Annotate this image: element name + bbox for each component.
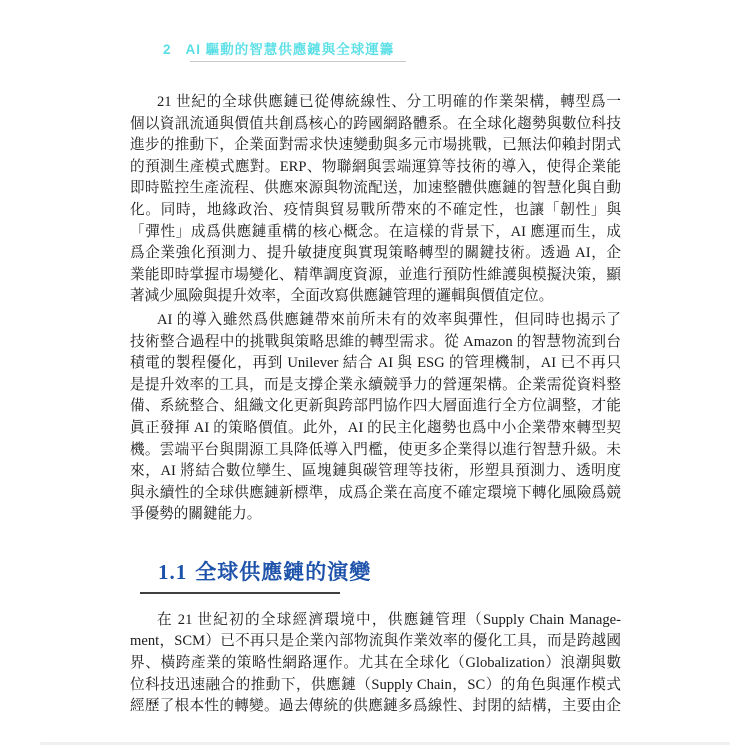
page-number: 2 [163, 42, 172, 57]
scan-edge-artifact [40, 742, 730, 745]
text-line: 爲企業強化預測力、提升敏捷度與實現策略轉型的關鍵技術。透過 AI，企 [130, 245, 621, 262]
text-line: 業能即時掌握市場變化、精準調度資源，並進行預防性維護與模擬決策，顯 [130, 266, 621, 283]
text-line: 是提升效率的工具，而是支撐企業永續競爭力的營運架構。企業需從資料整 [130, 376, 621, 393]
text-line: 備、系統整合、組織文化更新與跨部門協作四大層面進行全方位調整，才能 [130, 398, 621, 415]
text-line: 位科技迅速融合的推動下，供應鏈（Supply Chain，SC）的角色與運作模式 [130, 676, 621, 693]
header-rule [190, 61, 406, 62]
page-content [130, 92, 621, 718]
text-line: AI 的導入雖然爲供應鏈帶來前所未有的效率與彈性，但同時也揭示了 [157, 311, 621, 328]
text-line: 個以資訊流通與價值共創爲核心的跨國網路體系。在全球化趨勢與數位科技 [130, 115, 621, 132]
text-line: 化。同時，地緣政治、疫情與貿易戰所帶來的不確定性，也讓「韌性」與 [130, 201, 621, 218]
text-line: 界、橫跨產業的策略性網路運作。尤其在全球化（Globalization）浪潮與數 [130, 655, 621, 672]
text-line: 技術整合過程中的挑戰與策略思維的轉型需求。從 Amazon 的智慧物流到台 [130, 333, 621, 350]
text-line: 來，AI 將結合數位孿生、區塊鏈與碳管理等技術，形塑具預測力、透明度 [130, 463, 621, 480]
section-heading-rule [140, 592, 340, 594]
running-title: AI 驅動的智慧供應鏈與全球運籌 [185, 42, 395, 57]
section-number: 1.1 [158, 559, 188, 584]
text-line: 21 世紀的全球供應鏈已從傳統線性、分工明確的作業架構，轉型爲一 [157, 94, 621, 110]
text-line: 機。雲端平台與開源工具降低導入門檻，使更多企業得以進行智慧升級。未 [130, 441, 621, 458]
text-line: 著減少風險與提升效率，全面改寫供應鏈管理的邏輯與價值定位。 [130, 288, 554, 305]
body-paragraph-2 [130, 310, 621, 526]
text-line: ment，SCM）已不再只是企業內部物流與作業效率的優化工具，而是跨越國 [130, 633, 621, 650]
section-title: 全球供應鏈的演變 [195, 559, 372, 584]
running-header [163, 38, 394, 58]
text-line: 與永續性的全球供應鏈新標準，成爲企業在高度不確定環境下轉化風險爲競 [130, 484, 621, 501]
text-line: 在 21 世紀初的全球經濟環境中，供應鏈管理（Supply Chain Manage- [157, 611, 621, 628]
section-heading-text [158, 556, 621, 586]
text-line: 爭優勢的關鍵能力。 [130, 506, 262, 523]
text-line: 進步的推動下，企業面對需求快速變動與多元市場挑戰，已無法仰賴封閉式 [130, 137, 621, 154]
body-paragraph-1 [130, 92, 621, 308]
text-line: 眞正發揮 AI 的策略價值。此外，AI 的民主化趨勢也爲中小企業帶來轉型契 [130, 419, 621, 436]
text-line: 積電的製程優化，再到 Unilever 結合 AI 與 ESG 的管理機制，AI 已不再只 [130, 355, 621, 372]
text-line: 「彈性」成爲供應鏈重構的核心概念。在這樣的背景下，AI 應運而生，成 [130, 223, 621, 240]
text-line: 經歷了根本性的轉變。過去傳統的供應鏈多爲線性、封閉的結構，主要由企 [130, 698, 621, 715]
text-line: 的預測生產模式應對。ERP、物聯網與雲端運算等技術的導入，使得企業能 [130, 158, 621, 175]
section-heading [130, 556, 621, 594]
text-line: 即時監控生產流程、供應來源與物流配送，加速整體供應鏈的智慧化與自動 [130, 180, 621, 197]
body-paragraph-3 [130, 610, 621, 718]
